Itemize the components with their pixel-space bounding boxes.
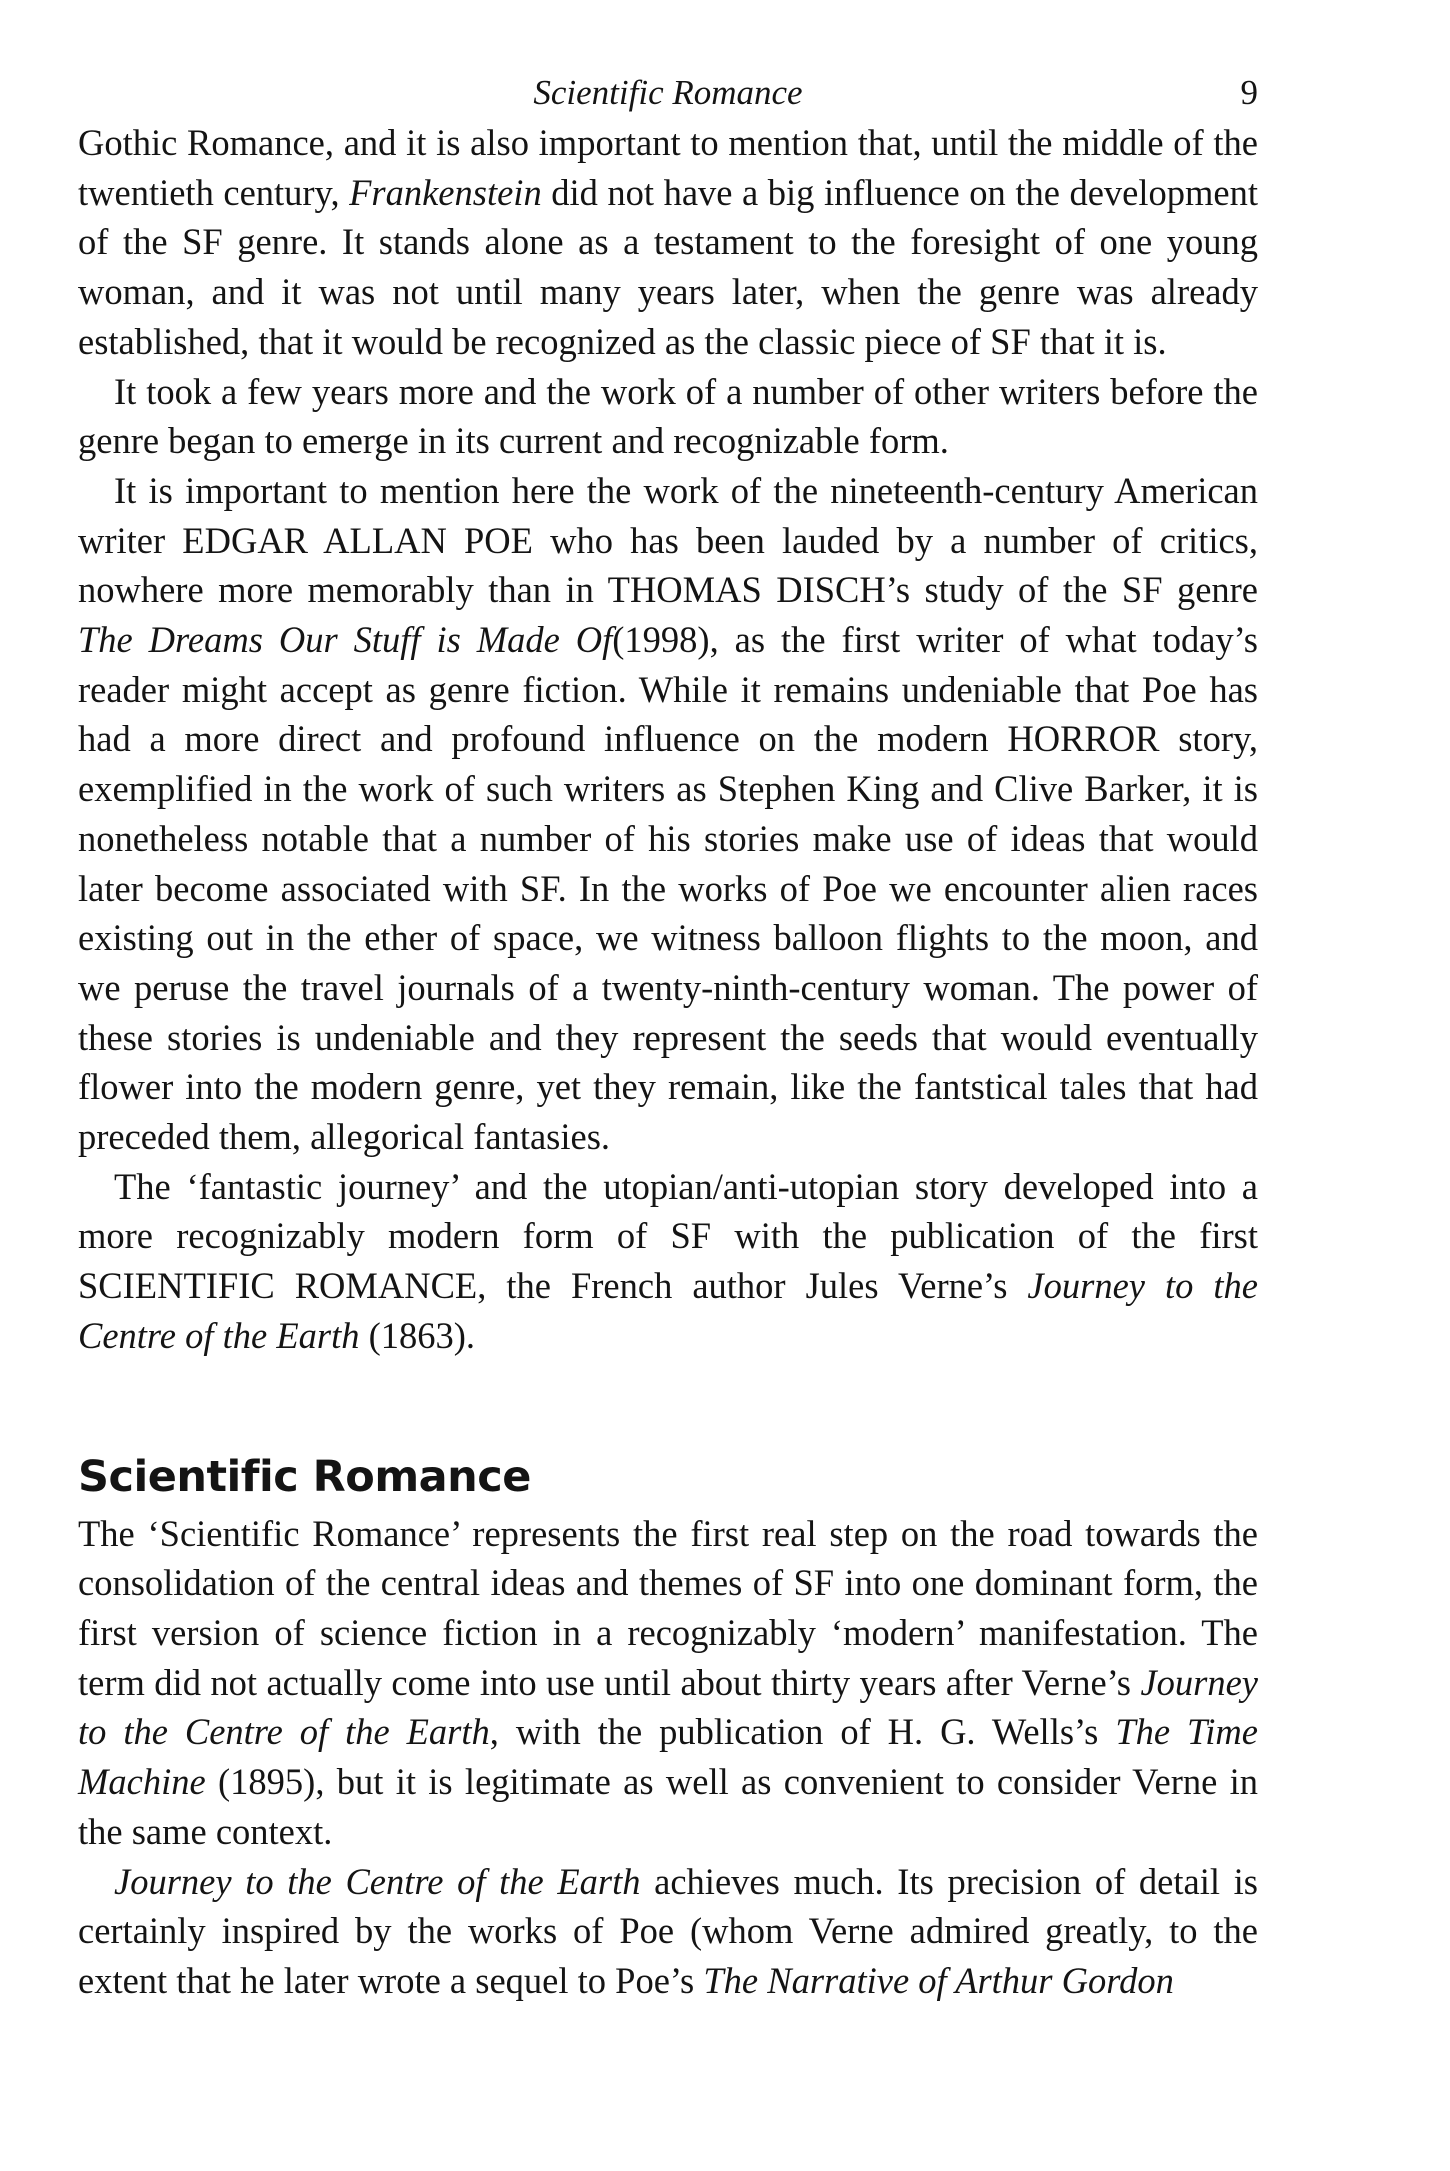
- running-head-title: Scientific Romance: [533, 73, 803, 112]
- text-run: did not have a big influence on the development of the SF genre. It stands alone as a testament to the foresight of one young woman, and it was not until many years later, when the genre was already established, that it would be recognized as the classic piece of SF that it is.: [78, 171, 1258, 362]
- text-run: (1863).: [359, 1314, 476, 1356]
- book-title-frankenstein: Frankenstein: [349, 171, 542, 213]
- paragraph-scientific-romance: [78, 1509, 1258, 1857]
- book-title-journey: Journey to the Centre of the Earth: [78, 1661, 1258, 1753]
- text-run: achieves much. Its precision of detail is certainly inspired by the works of Poe (whom Verne admired greatly, to the extent that he later wrote a sequel to Poe’s: [78, 1860, 1258, 2001]
- book-title-arthur-gordon: The Narrative of Arthur Gordon: [703, 1959, 1174, 2001]
- paragraph-emergence: [78, 367, 1258, 466]
- book-title-journey: Journey to the Centre of the Earth: [114, 1860, 641, 1902]
- text-run: The ‘fantastic journey’ and the utopian/anti-utopian story developed into a more recognizably modern form of SF with the publication of the first SCIENTIFIC ROMANCE, the French author Jules Verne’s: [78, 1165, 1258, 1307]
- text-run: It is important to mention here the work of the nineteenth-century American writer EDGAR ALLAN POE who has been lauded by a number of critics, nowhere more memorably than in THOMAS DISCH’s study of the SF genre: [78, 469, 1258, 611]
- book-title-journey: Journey to the Centre of the Earth: [78, 1265, 1258, 1356]
- text-run: Gothic Romance, and it is also important to mention that, until the middle of the twentieth century,: [78, 122, 1258, 213]
- text-run: (1998), as the first writer of what today’s reader might accept as genre fiction. While it remains undeniable that Poe has had a more direct and profound influence on the modern HORROR story, exemplified in the work of such writers as Stephen King and Clive Barker, it is nonetheless notable that a number of his stories make use of ideas that would later become associated with SF. In the works of Poe we encounter alien races existing out in the ether of space, we witness balloon flights to the moon, and we peruse the travel journals of a twenty-ninth-century woman. The power of these stories is undeniable and they represent the seeds that would eventually flower into the modern genre, yet they remain, like the fantstical tales that had preceded them, allegorical fantasies.: [78, 619, 1258, 1158]
- book-page: [78, 68, 1258, 2006]
- body-text: [78, 118, 1258, 2006]
- paragraph-fantastic-journey: [78, 1162, 1258, 1361]
- section-heading: Scientific Romance: [78, 1451, 531, 1502]
- text-run: , with the publication of H. G. Wells’s: [489, 1711, 1116, 1753]
- paragraph-journey-achieves: [78, 1857, 1258, 2006]
- text-run: The ‘Scientific Romance’ represents the first real step on the road towards the consolidation of the central ideas and themes of SF into one dominant form, the first version of science fiction in a recognizably ‘modern’ manifestation. The term did not actually come into use until about thirty years after Verne’s: [78, 1512, 1258, 1703]
- running-head: [78, 68, 1258, 118]
- book-title-dreams: The Dreams Our Stuff is Made Of: [78, 619, 613, 661]
- page-number: 9: [1240, 73, 1258, 112]
- paragraph-gothic-romance: [78, 118, 1258, 367]
- book-title-time-machine: The Time Machine: [78, 1711, 1258, 1803]
- text-run: (1895), but it is legitimate as well as convenient to consider Verne in the same context.: [78, 1761, 1258, 1852]
- text-run: It took a few years more and the work of a number of other writers before the genre began to emerge in its current and recognizable form.: [78, 370, 1258, 462]
- paragraph-poe: [78, 466, 1258, 1162]
